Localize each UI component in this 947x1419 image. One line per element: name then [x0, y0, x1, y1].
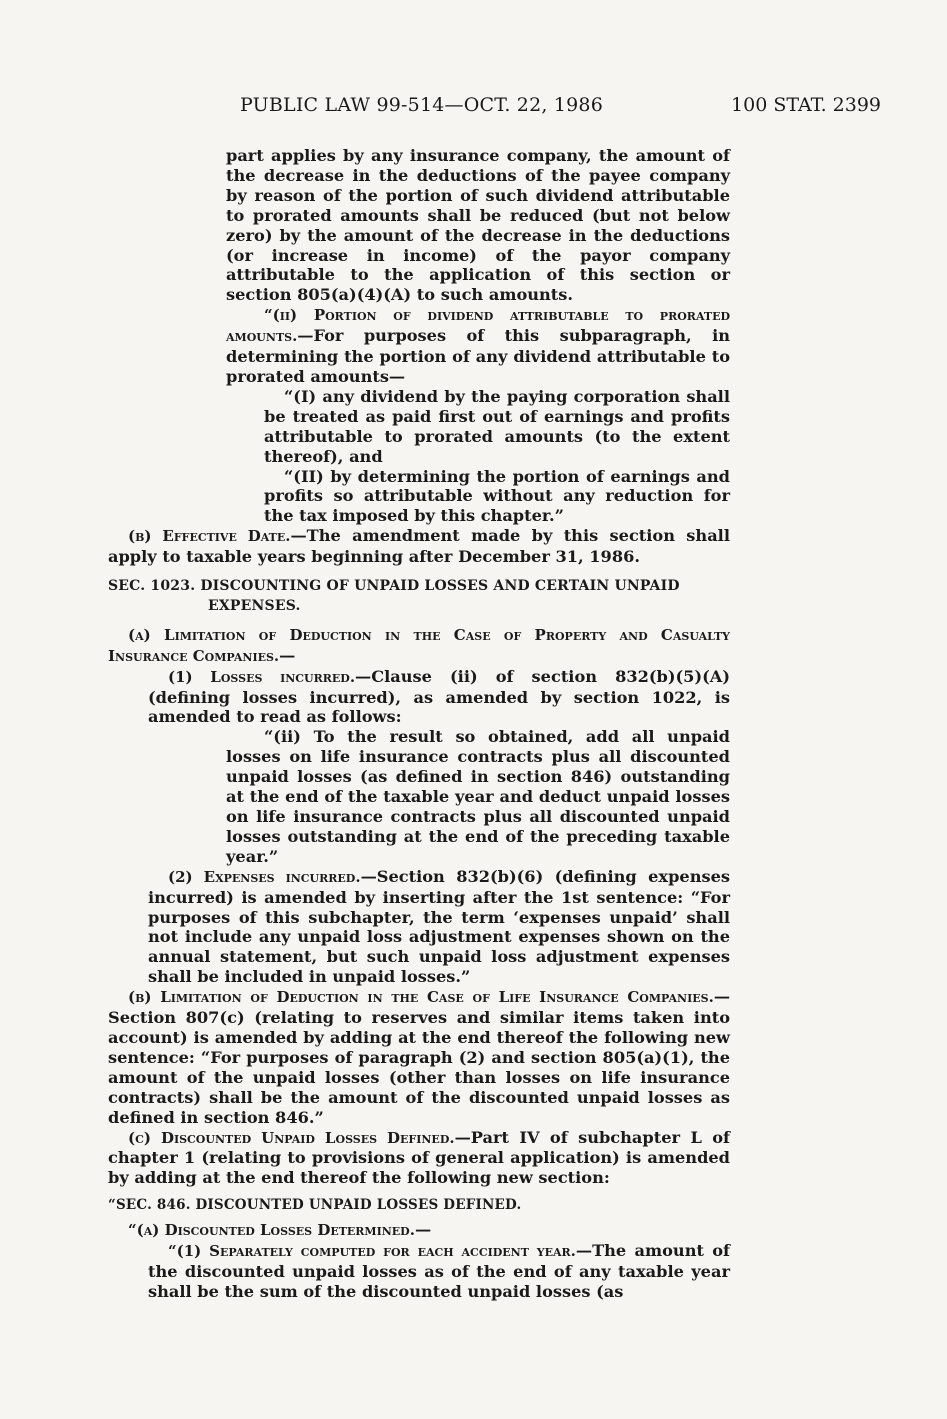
- body-text: [108, 146, 730, 1302]
- clause-heading: “(ii) Portion of dividend attributable to prorated amounts.: [226, 306, 730, 346]
- section-1023-line1: SEC. 1023. DISCOUNTING OF UNPAID LOSSES AND CERTAIN UNPAID: [108, 578, 680, 595]
- running-header-title: PUBLIC LAW 99-514—OCT. 22, 1986: [240, 94, 604, 116]
- section-846-a-paragraph: [108, 1220, 730, 1241]
- separately-computed-paragraph: [108, 1241, 730, 1302]
- subsection-b-paragraph: [108, 987, 730, 1127]
- subsection-b-heading: (b) Limitation of Deduction in the Case of Life Insurance Companies.: [128, 988, 714, 1007]
- section-1023-line2: EXPENSES.: [208, 597, 301, 614]
- expenses-incurred-paragraph: [108, 867, 730, 987]
- expenses-incurred-heading: (2) Expenses incurred.: [168, 867, 361, 886]
- clause-body: —For purposes of this subparagraph, in determining the portion of any dividend attributable to prorated amounts—: [226, 326, 730, 386]
- subsection-a-dash: —: [279, 645, 296, 665]
- subsection-b-body: —Section 807(c) (relating to reserves and similar items taken into account) is amended by adding at the end thereof the following new sentence: “For purposes of paragraph (2) and section 805(a)(1), the amount of the unpaid losses (other than losses on life insurance contracts) shall be the amount of the discounted unpaid losses as defined in section 846.”: [108, 987, 730, 1127]
- expenses-incurred-body: —Section 832(b)(6) (defining expenses incurred) is amended by inserting after the 1st sentence: “For purposes of this subchapter, the term ‘expenses unpaid’ shall not include any unpaid loss adjustment expenses shown on the annual statement, but such unpaid loss adjustment expenses shall be included in unpaid losses.”: [148, 866, 730, 987]
- subsection-c-paragraph: [108, 1128, 730, 1189]
- section-1023-heading: [108, 577, 730, 617]
- section-846-a-dash: —: [414, 1220, 432, 1240]
- subsection-c-body: —Part IV of subchapter L of chapter 1 (relating to provisions of general application) is amended by adding at the end thereof the following new section:: [108, 1127, 730, 1188]
- losses-incurred-paragraph: [108, 667, 730, 728]
- subsection-c-heading: (c) Discounted Unpaid Losses Defined.: [128, 1128, 455, 1147]
- section-846-heading: “SEC. 846. DISCOUNTED UNPAID LOSSES DEFINED.: [108, 1197, 522, 1214]
- section-846-a-heading: “(a) Discounted Losses Determined.: [128, 1221, 415, 1240]
- losses-incurred-body: —Clause (ii) of section 832(b)(5)(A) (defining losses incurred), as amended by section 1022, is amended to read as follows:: [148, 666, 730, 727]
- losses-incurred-heading: (1) Losses incurred.: [168, 667, 356, 686]
- clause-ii-portion: [108, 305, 730, 387]
- subclause-II: “(II) by determining the portion of earnings and profits so attributable without any reduction for the tax imposed by this chapter.”: [264, 466, 730, 526]
- effective-date-paragraph: [108, 526, 730, 567]
- subclause-I: “(I) any dividend by the paying corporation shall be treated as paid first out of earnings and profits attributable to prorated amounts (to the extent thereof), and: [264, 386, 730, 466]
- effective-date-heading: (b) Effective Date.: [128, 527, 291, 546]
- running-header-page: 100 STAT. 2399: [731, 94, 881, 116]
- paragraph-continuation: part applies by any insurance company, the amount of the decrease in the deductions of the payee company by reason of the portion of such dividend attributable to prorated amounts shall be reduced (but not below zero) by the amount of the decrease in the deductions (or increase in income) of the payor company attributable to the application of this section or section 805(a)(4)(A) to such amounts.: [226, 146, 730, 305]
- effective-date-body: —The amendment made by this section shall apply to taxable years beginning after December 31, 1986.: [108, 526, 730, 567]
- separately-computed-body: —The amount of the discounted unpaid losses as of the end of any taxable year shall be the sum of the discounted unpaid losses (as: [148, 1241, 730, 1301]
- subsection-a-paragraph: [108, 625, 730, 667]
- clause-ii-result: “(ii) To the result so obtained, add all unpaid losses on life insurance contracts plus all discounted unpaid losses (as defined in section 846) outstanding at the end of the taxable year and deduct unpaid losses on life insurance contracts plus all discounted unpaid losses outstanding at the end of the preceding taxable year.”: [226, 727, 730, 866]
- subsection-a-heading: (a) Limitation of Deduction in the Case of Property and Casualty Insurance Companies.: [108, 625, 730, 665]
- separately-computed-heading: “(1) Separately computed for each accident year.: [168, 1242, 576, 1261]
